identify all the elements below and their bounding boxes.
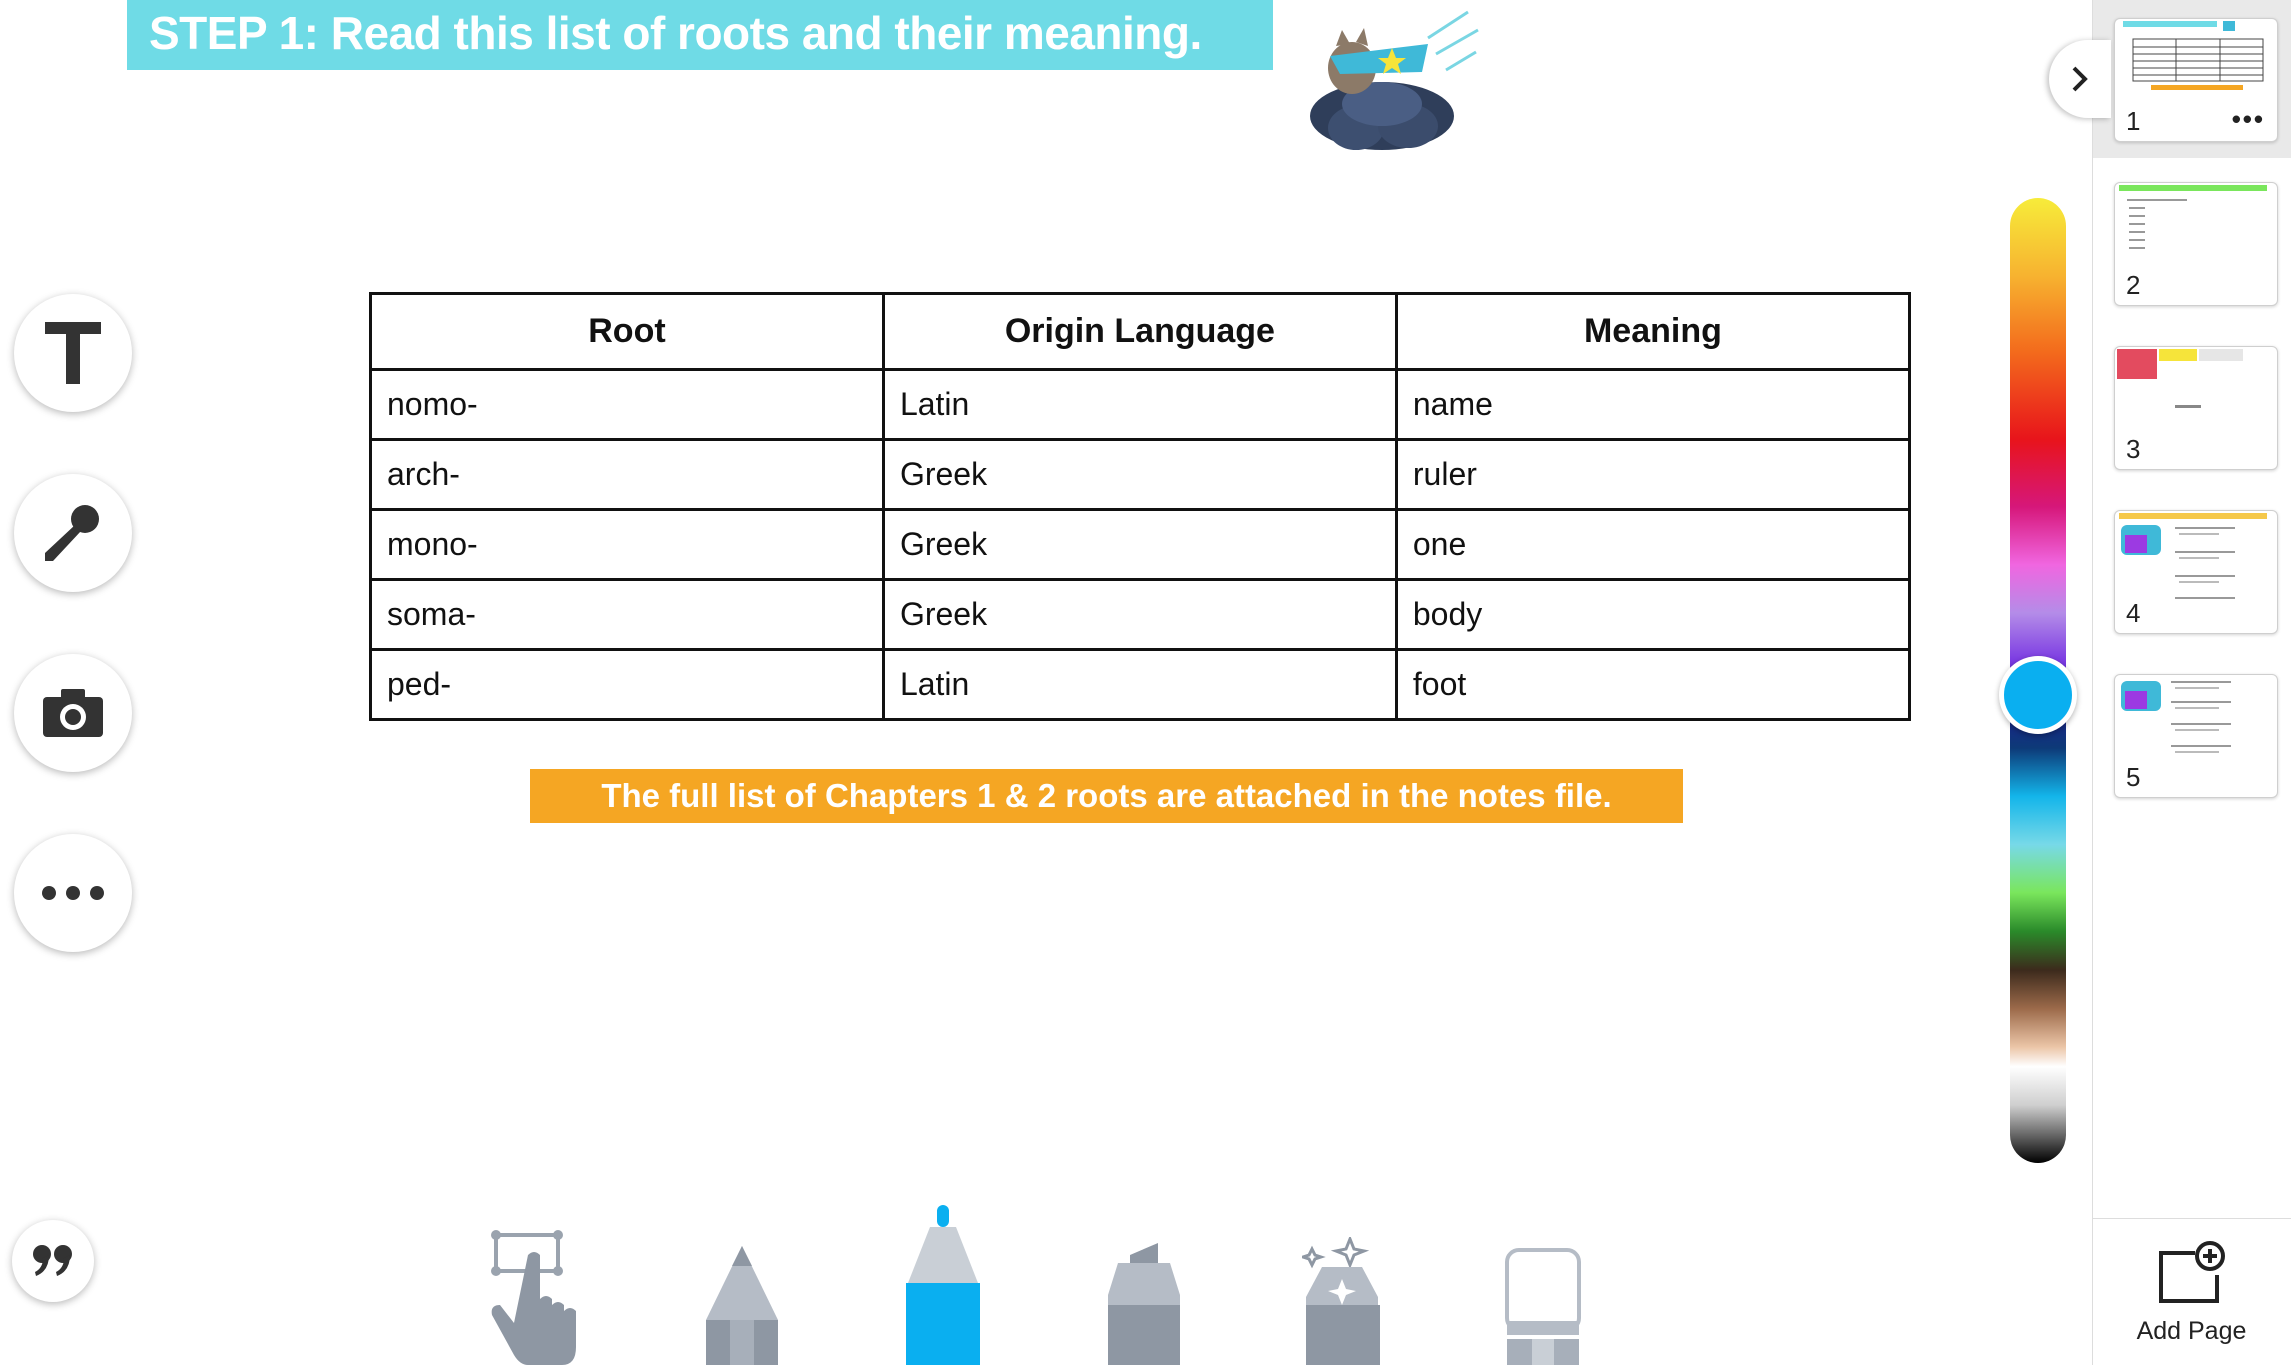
text-tool-button[interactable] (14, 294, 132, 412)
highlighter-tool[interactable] (1104, 1237, 1184, 1365)
meaning-cell: foot (1396, 650, 1909, 720)
ellipsis-icon (41, 885, 105, 901)
page-options-button[interactable]: ••• (2231, 104, 2265, 134)
root-cell: soma- (371, 580, 884, 650)
page-thumbnail-1[interactable] (2114, 18, 2278, 142)
add-page-icon (2155, 1241, 2227, 1305)
origin-cell: Greek (883, 510, 1396, 580)
table-header-row (371, 294, 1910, 370)
page-number: 3 (2126, 434, 2141, 464)
more-tools-button[interactable] (14, 834, 132, 952)
column-header-origin-language: Origin Language (883, 294, 1396, 370)
pencil-tool[interactable] (702, 1240, 782, 1365)
origin-cell: Latin (883, 650, 1396, 720)
color-slider-handle[interactable] (1999, 656, 2077, 734)
meaning-cell: name (1396, 370, 1909, 440)
eraser-tool[interactable] (1504, 1247, 1582, 1365)
root-cell: ped- (371, 650, 884, 720)
origin-cell: Latin (883, 370, 1396, 440)
text-icon (43, 320, 103, 386)
meaning-cell: body (1396, 580, 1909, 650)
quote-button[interactable] (12, 1220, 94, 1302)
column-header-meaning: Meaning (1396, 294, 1909, 370)
notes-banner: The full list of Chapters 1 & 2 roots are attached in the notes file. (530, 769, 1683, 823)
page-thumbnail-4[interactable] (2114, 510, 2278, 634)
page-number: 1 (2126, 106, 2141, 136)
root-cell: mono- (371, 510, 884, 580)
origin-cell: Greek (883, 440, 1396, 510)
quote-icon (32, 1243, 74, 1279)
table-row (371, 370, 1910, 440)
marker-tool[interactable] (902, 1203, 984, 1365)
page-number: 5 (2126, 762, 2141, 792)
microphone-icon (41, 501, 105, 565)
camera-icon (41, 687, 105, 739)
add-page-button[interactable] (2092, 1218, 2291, 1366)
root-cell: arch- (371, 440, 884, 510)
meaning-cell: one (1396, 510, 1909, 580)
page-thumbnail-5[interactable] (2114, 674, 2278, 798)
collapse-sidebar-button[interactable] (2049, 40, 2111, 118)
page-thumbnail-2[interactable] (2114, 182, 2278, 306)
meaning-cell: ruler (1396, 440, 1909, 510)
select-hand-tool[interactable] (488, 1225, 598, 1365)
page-number: 4 (2126, 598, 2141, 628)
chevron-right-icon (2071, 65, 2089, 93)
origin-cell: Greek (883, 580, 1396, 650)
table-row (371, 440, 1910, 510)
glitter-pen-tool[interactable] (1302, 1237, 1384, 1365)
add-page-label: Add Page (2136, 1317, 2247, 1345)
roots-table (369, 292, 1911, 721)
cat-superhero-sticker[interactable] (1300, 8, 1480, 168)
microphone-tool-button[interactable] (14, 474, 132, 592)
table-row (371, 510, 1910, 580)
camera-tool-button[interactable] (14, 654, 132, 772)
page-thumbnail-3[interactable] (2114, 346, 2278, 470)
root-cell: nomo- (371, 370, 884, 440)
table-row (371, 580, 1910, 650)
step-banner: STEP 1: Read this list of roots and their meaning. (127, 0, 1273, 70)
column-header-root: Root (371, 294, 884, 370)
page-number: 2 (2126, 270, 2141, 300)
table-row (371, 650, 1910, 720)
